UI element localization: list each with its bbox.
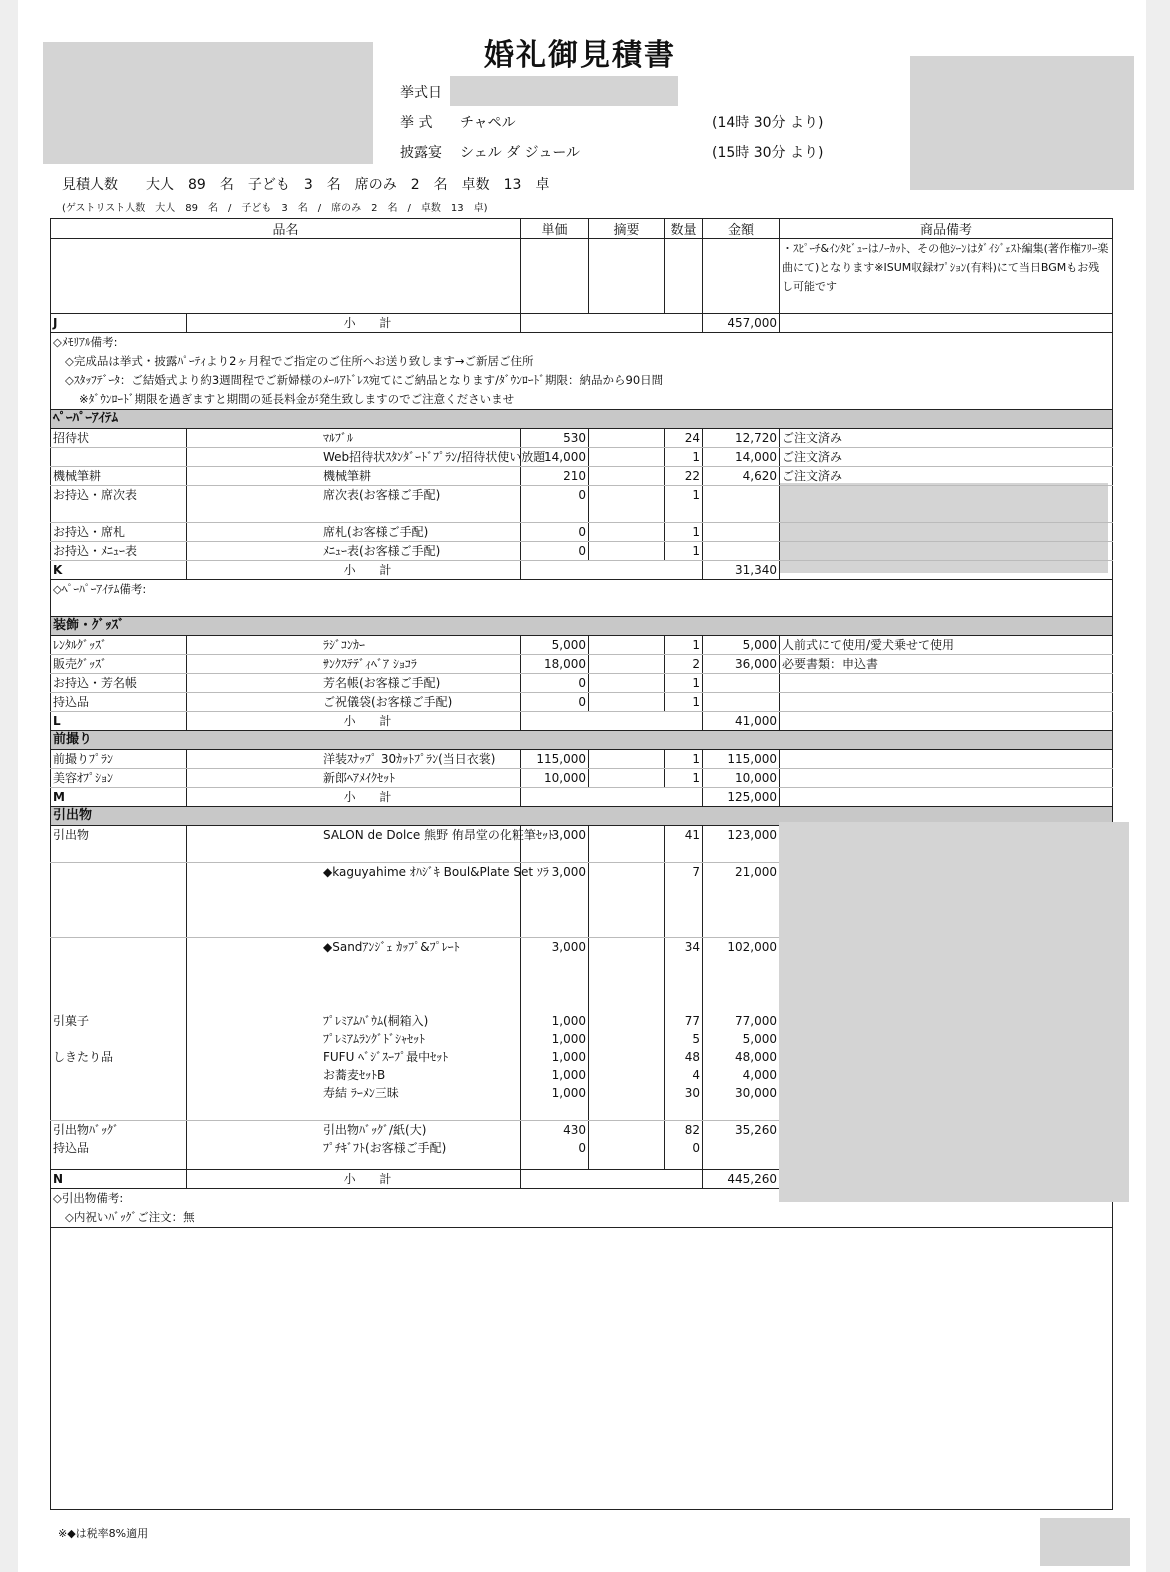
gift-remarks: ◇引出物備考: ◇内祝いﾊﾞｯｸﾞご注文：無 [51, 1189, 1113, 1228]
document-title: 婚礼御見積書 [484, 38, 676, 73]
tax-footnote: ※◆は税率8%適用 [58, 1527, 149, 1540]
reception-time: (15時 30分 より) [712, 145, 824, 161]
table-row: お持込・席札 席札(お客様ご手配) 0 1 [51, 523, 1113, 542]
header-notes: 商品備考 [780, 219, 1113, 239]
table-row: 招待状 ﾏﾙﾌﾞﾙ 530 24 12,720 ご注文済み [51, 429, 1113, 448]
ceremony-label: 挙 式 [400, 115, 433, 131]
table-row: お持込・席次表 席次表(お客様ご手配) 0 1 [51, 486, 1113, 523]
paper-remarks: ◇ﾍﾟｰﾊﾟｰｱｲﾃﾑ備考: [51, 580, 1113, 617]
redacted-stamp [1040, 1518, 1130, 1566]
redacted-logo-right [910, 56, 1134, 190]
table-row: ◆kaguyahime ｵﾊｼﾞｷ Boul&Plate Set ｿﾗ 3,000 7 21,000 [51, 863, 1113, 938]
table-row: 持込品 ご祝儀袋(お客様ご手配) 0 1 [51, 693, 1113, 712]
reception-value: シェル ダ ジュール [460, 145, 581, 161]
table-row: 寿結 ﾗｰﾒﾝ三昧 1,000 30 30,000 [51, 1084, 1113, 1121]
redacted-notes-n [779, 822, 1129, 1202]
subtotal-l: 41,000 [703, 712, 780, 731]
table-row [51, 239, 1113, 314]
table-row: Web招待状ｽﾀﾝﾀﾞｰﾄﾞﾌﾟﾗﾝ/招待状使い放題 14,000 1 14,000 ご注文済み [51, 448, 1113, 467]
table-header [51, 219, 1113, 239]
table-row: お持込・ﾒﾆｭｰ表 ﾒﾆｭｰ表(お客様ご手配) 0 1 [51, 542, 1113, 561]
ceremony-time: (14時 30分 より) [712, 115, 824, 131]
guest-count-line: 見積人数 大人 89 名 子ども 3 名 席のみ 2 名 卓数 13 卓 [62, 177, 550, 193]
subtotal-row-k: K 小 計 31,340 [51, 561, 1113, 580]
table-row: ﾚﾝﾀﾙｸﾞｯｽﾞ ﾗｼﾞｺﾝｶｰ 5,000 1 5,000 人前式にて使用/愛犬乗せて使用 [51, 636, 1113, 655]
table-row: 持込品 ﾌﾟﾁｷﾞﾌﾄ(お客様ご手配) 0 0 [51, 1139, 1113, 1170]
header-qty: 数量 [665, 219, 703, 239]
table-row: ﾌﾟﾚﾐｱﾑﾗﾝｸﾞﾄﾞｼｬｾｯﾄ 1,000 5 5,000 [51, 1030, 1113, 1048]
table-row: 引菓子 ﾌﾟﾚﾐｱﾑﾊﾞｳﾑ(桐箱入) 1,000 77 77,000 [51, 1012, 1113, 1030]
subtotal-m: 125,000 [703, 788, 780, 807]
table-row: 引出物ﾊﾞｯｸﾞ 引出物ﾊﾞｯｸﾞ/紙(大) 430 82 35,260 [51, 1121, 1113, 1140]
header-item: 品名 [51, 219, 521, 239]
subtotal-k: 31,340 [703, 561, 780, 580]
subtotal-n: 445,260 [703, 1170, 780, 1189]
table-row: お蕎麦ｾｯﾄB 1,000 4 4,000 [51, 1066, 1113, 1084]
section-decor-goods: 装飾・ｸﾞｯｽﾞ [51, 617, 1113, 636]
ceremony-value: チャペル [460, 115, 516, 131]
redacted-date [450, 76, 678, 106]
header-summary: 摘要 [589, 219, 665, 239]
table-row: お持込・芳名帳 芳名帳(お客様ご手配) 0 1 [51, 674, 1113, 693]
ceremony-date-label: 挙式日 [400, 85, 442, 101]
subtotal-row-j: J 小 計 457,000 [51, 314, 1113, 333]
table-row: 引出物 SALON de Dolce 熊野 侑昂堂の化粧筆ｾｯﾄ 3,000 41 123,000 [51, 826, 1113, 863]
memorial-note: ・ｽﾋﾟｰﾁ&ｲﾝﾀﾋﾞｭｰはﾉｰｶｯﾄ、その他ｼｰﾝはﾀﾞｲｼﾞｪｽﾄ編集(著作権ﾌﾘｰ楽曲にて)となります※ISUM収録ｵﾌﾟｼｮﾝ(有料)にて当日BGMもお残し可能です [780, 239, 1113, 314]
table-row: ◆Sandｱﾝｼﾞｪ ｶｯﾌﾟ&ﾌﾟﾚｰﾄ 3,000 34 102,000 [51, 938, 1113, 1013]
table-row: 機械筆耕 機械筆耕 210 22 4,620 ご注文済み [51, 467, 1113, 486]
subtotal-row-n: N 小 計 445,260 [51, 1170, 1113, 1189]
reception-label: 披露宴 [400, 145, 442, 161]
section-pre-photo: 前撮り [51, 731, 1113, 750]
table-row: しきたり品 FUFU ﾍﾞｼﾞｽｰﾌﾟ最中ｾｯﾄ 1,000 48 48,000 [51, 1048, 1113, 1066]
blank-area [51, 1228, 1113, 1510]
table-row: 前撮りﾌﾟﾗﾝ 洋装ｽﾅｯﾌﾟ 30ｶｯﾄﾌﾟﾗﾝ(当日衣裳) 115,000 1 115,000 [51, 750, 1113, 769]
section-gifts: 引出物 [51, 807, 1113, 826]
subtotal-j: 457,000 [703, 314, 780, 333]
header-amount: 金額 [703, 219, 780, 239]
guest-list-line: (ゲストリスト人数 大人 89 名 / 子ども 3 名 / 席のみ 2 名 / 卓数 13 卓) [62, 203, 488, 214]
table-row: 販売ｸﾞｯｽﾞ ｻﾝｸｽﾃﾃﾞｨﾍﾞｱ ｼｮｺﾗ 18,000 2 36,000 必要書類：申込書 [51, 655, 1113, 674]
header-price: 単価 [521, 219, 589, 239]
memorial-remarks: ◇ﾒﾓﾘｱﾙ備考: ◇完成品は挙式・披露ﾊﾟｰﾃｨより2ヶ月程でご指定のご住所へお送り致します→ご新居ご住所 ◇ｽﾀｯﾌﾃﾞｰﾀ：ご結婚式より約3週間程でご新婦様のﾒｰﾙｱﾄﾞﾚｽ宛てにご納品となります/ﾀﾞｳﾝﾛｰﾄﾞ期限：納品から90日間 ※ﾀﾞｳﾝﾛｰﾄﾞ期限を過ぎますと期間の延長料金が発生致しますのでご注意くださいませ [51, 333, 1113, 410]
subtotal-row-l: L 小 計 41,000 [51, 712, 1113, 731]
redacted-logo-left [43, 42, 373, 164]
subtotal-row-m: M 小 計 125,000 [51, 788, 1113, 807]
section-paper-items: ﾍﾟｰﾊﾟｰｱｲﾃﾑ [51, 410, 1113, 429]
table-row: 美容ｵﾌﾟｼｮﾝ 新郎ﾍｱﾒｲｸｾｯﾄ 10,000 1 10,000 [51, 769, 1113, 788]
